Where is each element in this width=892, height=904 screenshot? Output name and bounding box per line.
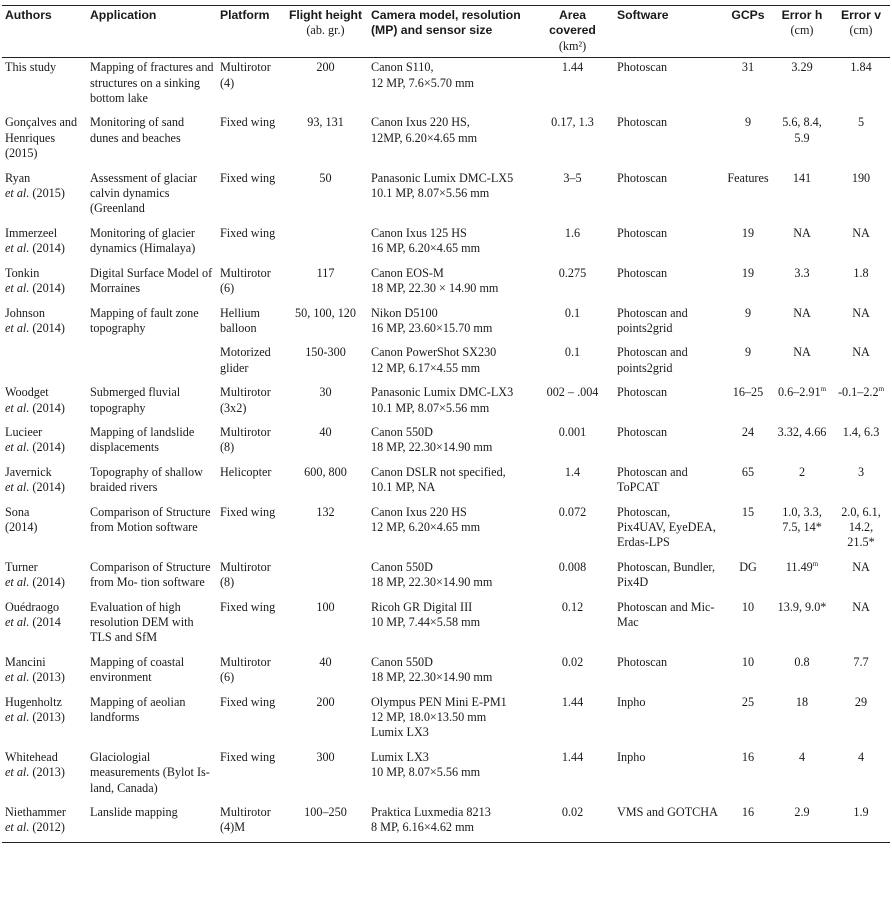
author-name: Whitehead: [5, 749, 58, 764]
cell-area: 1.6: [564, 225, 581, 240]
cell-camera: Canon Ixus 220 HS 12 MP, 6.20×4.65 mm: [371, 504, 481, 534]
author-name: Ryan: [5, 170, 31, 185]
col-camera: Camera model, resolution (MP) and sensor size: [368, 6, 531, 58]
cell-authors: [2, 299, 87, 339]
cell-area: 002 – .004: [546, 385, 599, 400]
cell-application: Comparison of Structure from Mo- tion software: [90, 559, 211, 590]
cell-error-v: NA: [852, 345, 870, 360]
cell-application: Topography of shallow braided rivers: [90, 464, 203, 495]
cell-authors: [2, 688, 87, 743]
cell-authors: [2, 219, 87, 259]
cell-flight-height: 117: [316, 265, 335, 280]
cell-area: 0.02: [531, 798, 614, 842]
cell-authors: [2, 378, 87, 418]
author-year: et al. (2014): [5, 320, 65, 335]
col-area: Area covered (km²): [531, 6, 614, 58]
cell-error-h: 11.49$^m$: [785, 559, 819, 574]
table-row: [2, 688, 890, 743]
author-year: et al. (2014): [5, 480, 65, 495]
author-name: Woodget: [5, 385, 49, 400]
col-platform: Platform: [217, 6, 283, 58]
cell-error-v: 1.9: [832, 798, 890, 842]
author-year: et al. (2015): [5, 186, 65, 201]
cell-error-h: 4: [798, 749, 806, 764]
cell-authors: [2, 458, 87, 498]
cell-flight-height: 600, 800: [304, 464, 347, 479]
author-name: Niethammer: [5, 805, 66, 820]
cell-error-h: 13.9, 9.0*: [777, 599, 827, 614]
cell-error-h: 141: [792, 170, 812, 185]
table-row: [2, 648, 890, 688]
cell-camera: Lumix LX3 10 MP, 8.07×5.56 mm: [371, 749, 481, 780]
cell-flight-height: 93, 131: [307, 115, 344, 130]
cell-application: Comparison of Structure from Motion software: [90, 504, 211, 534]
cell-application: Mapping of fractures and structures on a sinking bottom lake: [90, 60, 214, 106]
cell-authors: [2, 743, 87, 798]
cell-camera: Ricoh GR Digital III 10 MP, 7.44×5.58 mm: [371, 599, 481, 629]
cell-flight-height: 30: [319, 385, 332, 400]
cell-area: 0.008: [558, 559, 587, 574]
cell-flight-height: 132: [316, 504, 335, 519]
author-name: Mancini: [5, 654, 46, 669]
cell-area: 0.02: [561, 654, 584, 669]
cell-flight-height: 150-300: [305, 345, 346, 360]
cell-software: Inpho: [617, 694, 646, 709]
cell-gcps: 9: [744, 115, 752, 130]
cell-software: Photoscan, Pix4UAV, EyeDEA, Erdas-LPS: [617, 504, 716, 550]
col-authors: Authors: [2, 6, 87, 58]
cell-software: Photoscan: [617, 115, 668, 130]
superscript: m: [820, 385, 827, 394]
cell-platform: Fixed wing: [220, 504, 276, 519]
author-year: et al. (2014): [5, 281, 65, 296]
cell-camera: Nikon D5100 16 MP, 23.60×15.70 mm: [371, 305, 493, 335]
author-name: Lucieer: [5, 424, 43, 439]
table-row: [2, 743, 890, 798]
cell-area: 0.072: [558, 504, 587, 519]
cell-gcps: 9: [744, 305, 752, 320]
cell-authors: [2, 58, 87, 109]
cell-flight-height: 50: [319, 170, 332, 185]
cell-area: 0.12: [561, 599, 584, 614]
cell-gcps: 25: [741, 694, 755, 709]
cell-area: 0.275: [558, 265, 587, 280]
cell-platform: Fixed wing: [220, 170, 276, 185]
table-body: [2, 58, 890, 843]
author-year: et al. (2013): [5, 765, 65, 780]
cell-camera: Canon Ixus 125 HS 16 MP, 6.20×4.65 mm: [371, 225, 481, 256]
cell-error-v: 1.84: [850, 60, 872, 75]
cell-area: 0.001: [558, 424, 587, 439]
cell-application: [87, 338, 217, 378]
cell-software: Photoscan: [617, 385, 668, 400]
cell-camera: Canon DSLR not specified, 10.1 MP, NA: [371, 464, 506, 495]
cell-gcps: 65: [741, 464, 755, 479]
cell-application: Digital Surface Model of Morraines: [90, 265, 213, 296]
cell-error-h: 3.29: [791, 60, 813, 75]
cell-camera: Canon 550D 18 MP, 22.30×14.90 mm: [371, 559, 493, 590]
cell-camera: Canon 550D 18 MP, 22.30×14.90 mm: [371, 424, 493, 455]
cell-error-h: NA: [793, 305, 811, 320]
cell-error-v: -0.1–2.2$^m$: [837, 385, 885, 400]
cell-software: VMS and GOTCHA: [614, 798, 724, 842]
table-row: [2, 164, 890, 219]
cell-gcps: 10: [741, 654, 755, 669]
cell-application: Glaciologial measurements (Bylot Is- land, Canada): [90, 749, 210, 795]
cell-authors: [2, 259, 87, 299]
author-name: This study: [5, 60, 57, 75]
author-name: Ouédraogo: [5, 599, 60, 614]
cell-gcps: 16: [724, 798, 772, 842]
cell-platform: Multirotor (8): [220, 559, 271, 590]
cell-area: 1.44: [561, 694, 584, 709]
author-name: Gonçalves and Henriques (2015): [5, 115, 78, 161]
cell-software: Photoscan: [617, 60, 668, 75]
cell-authors: [2, 108, 87, 163]
cell-platform: Multirotor (6): [220, 654, 271, 685]
author-name: Turner: [5, 559, 38, 574]
cell-platform: Fixed wing: [220, 749, 276, 764]
table-row: [2, 299, 890, 339]
cell-area: 3–5: [563, 170, 582, 185]
cell-gcps: 9: [744, 345, 752, 360]
author-year: et al. (2012): [5, 820, 65, 835]
cell-flight-height: 100–250: [283, 798, 368, 842]
author-year: (2014): [5, 519, 38, 534]
cell-camera: Panasonic Lumix DMC-LX5 10.1 MP, 8.07×5.56 mm: [371, 170, 514, 201]
cell-flight-height: 200: [316, 694, 335, 709]
cell-platform: Multirotor (3x2): [220, 385, 271, 415]
cell-application: Assessment of glaciar calvin dynamics (Greenland: [90, 170, 197, 216]
cell-software: Photoscan: [617, 424, 668, 439]
cell-application: Monitoring of sand dunes and beaches: [90, 115, 185, 145]
cell-error-v: 2.0, 6.1, 14.2, 21.5*: [841, 504, 881, 550]
cell-software: Photoscan: [617, 225, 668, 240]
col-flight-height: Flight height (ab. gr.): [283, 6, 368, 58]
cell-software: Photoscan and points2grid: [617, 345, 688, 375]
cell-application: Mapping of coastal environment: [90, 654, 185, 685]
cell-software: Photoscan: [617, 265, 668, 280]
author-name: Sona: [5, 504, 30, 519]
cell-camera: Olympus PEN Mini E-PM1 12 MP, 18.0×13.50 mm Lumix LX3: [371, 694, 507, 740]
cell-platform: Multirotor (6): [220, 265, 271, 296]
author-name: Johnson: [5, 305, 45, 320]
cell-platform: Motorized glider: [220, 345, 271, 375]
cell-area: 1.4: [564, 464, 581, 479]
cell-software: Photoscan and ToPCAT: [617, 464, 688, 495]
cell-error-h: 1.0, 3.3, 7.5, 14*: [782, 504, 822, 534]
author-name: Immerzeel: [5, 225, 58, 240]
col-error-v: Error v (cm): [832, 6, 890, 58]
table-row: [2, 259, 890, 299]
cell-platform: Multirotor (4): [220, 60, 271, 90]
cell-software: Photoscan, Bundler, Pix4D: [617, 559, 716, 590]
cell-error-h: 3.32, 4.66: [777, 424, 827, 439]
cell-camera: Canon S110, 12 MP, 7.6×5.70 mm: [371, 60, 475, 90]
cell-camera: Praktica Luxmedia 8213 8 MP, 6.16×4.62 mm: [368, 798, 531, 842]
cell-camera: Canon Ixus 220 HS, 12MP, 6.20×4.65 mm: [371, 115, 478, 145]
cell-area: 1.44: [561, 60, 584, 75]
author-name: Tonkin: [5, 265, 40, 280]
cell-area: 1.44: [561, 749, 584, 764]
cell-flight-height: 200: [316, 60, 335, 75]
cell-error-h: 0.8: [794, 654, 810, 669]
col-software: Software: [614, 6, 724, 58]
cell-application: Monitoring of glacier dynamics (Himalaya): [90, 225, 196, 256]
cell-error-v: 4: [857, 749, 865, 764]
cell-error-v: 5: [857, 115, 865, 130]
cell-camera: Panasonic Lumix DMC-LX3 10.1 MP, 8.07×5.56 mm: [371, 385, 514, 415]
cell-platform: Fixed wing: [220, 115, 276, 130]
cell-area: 0.17, 1.3: [551, 115, 594, 130]
cell-gcps: Features: [727, 170, 769, 185]
cell-gcps: 16: [741, 749, 755, 764]
cell-authors: [2, 418, 87, 458]
table-row: [2, 553, 890, 593]
cell-authors: [2, 553, 87, 593]
cell-flight-height: 100: [316, 599, 335, 614]
cell-platform: Multirotor (8): [220, 424, 271, 455]
cell-camera: Canon PowerShot SX230 12 MP, 6.17×4.55 mm: [371, 345, 497, 375]
cell-software: Photoscan: [617, 170, 668, 185]
author-year: et al. (2014): [5, 241, 65, 256]
cell-error-h: 3.3: [794, 265, 810, 280]
cell-error-h: NA: [793, 345, 811, 360]
cell-camera: Canon 550D 18 MP, 22.30×14.90 mm: [371, 654, 493, 685]
table-row: [2, 58, 890, 109]
cell-error-v: NA: [852, 599, 870, 614]
cell-software: Inpho: [617, 749, 646, 764]
cell-camera: Canon EOS-M 18 MP, 22.30 × 14.90 mm: [371, 265, 499, 296]
cell-error-h: 2.9: [772, 798, 832, 842]
cell-application: Mapping of aeolian landforms: [90, 694, 186, 725]
table-row: [2, 378, 890, 418]
cell-gcps: 19: [741, 265, 755, 280]
cell-gcps: 16–25: [732, 385, 764, 400]
cell-error-h: 0.6–2.91$^m$: [777, 385, 827, 400]
cell-flight-height: [283, 219, 368, 259]
cell-application: Mapping of landslide displacements: [90, 424, 195, 455]
cell-flight-height: 40: [319, 654, 332, 669]
cell-authors: [2, 338, 87, 378]
cell-authors: [2, 164, 87, 219]
cell-platform: Fixed wing: [220, 694, 276, 709]
cell-application: Submerged fluvial topography: [90, 385, 181, 415]
header-row: [2, 6, 890, 58]
cell-error-h: 5.6, 8.4, 5.9: [782, 115, 822, 145]
author-year: et al. (2014): [5, 400, 65, 415]
author-year: et al. (2013): [5, 710, 65, 725]
author-year: et al. (2014: [5, 615, 61, 629]
cell-gcps: 19: [741, 225, 755, 240]
table-row: [2, 219, 890, 259]
cell-error-v: 1.4, 6.3: [842, 424, 880, 439]
cell-authors: [2, 648, 87, 688]
author-name: Javernick: [5, 464, 52, 479]
cell-gcps: 31: [741, 60, 755, 75]
cell-software: Photoscan: [617, 654, 668, 669]
table-row: [2, 108, 890, 163]
cell-error-v: 7.7: [853, 654, 869, 669]
col-error-h: Error h (cm): [772, 6, 832, 58]
cell-application: Evaluation of high resolution DEM with TLS and SfM: [90, 599, 194, 645]
author-year: et al. (2014): [5, 575, 65, 590]
cell-area: 0.1: [564, 305, 581, 320]
cell-platform: Fixed wing: [220, 225, 276, 240]
cell-gcps: DG: [739, 559, 757, 574]
cell-flight-height: [283, 553, 368, 593]
table-row: [2, 593, 890, 648]
cell-gcps: 10: [741, 599, 755, 614]
table-row: [2, 498, 890, 553]
cell-application: Mapping of fault zone topography: [90, 305, 199, 335]
cell-authors: [2, 593, 87, 648]
superscript: m: [878, 385, 885, 394]
author-year: et al. (2014): [5, 440, 65, 455]
cell-error-h: 18: [795, 694, 809, 709]
cell-flight-height: 50, 100, 120: [295, 305, 356, 320]
cell-platform: Helicopter: [220, 464, 272, 479]
cell-error-v: 190: [851, 170, 871, 185]
cell-flight-height: 300: [316, 749, 335, 764]
cell-gcps: 15: [741, 504, 755, 519]
author-year: et al. (2013): [5, 670, 65, 685]
cell-error-h: NA: [793, 225, 811, 240]
cell-platform: Hellium balloon: [220, 305, 260, 335]
cell-authors: [2, 798, 87, 842]
cell-platform: Multirotor (4)M: [217, 798, 283, 842]
cell-platform: Fixed wing: [220, 599, 276, 614]
table-row: [2, 338, 890, 378]
cell-area: 0.1: [564, 345, 581, 360]
cell-gcps: 24: [741, 424, 755, 439]
cell-error-v: 1.8: [853, 265, 869, 280]
cell-application: Lanslide mapping: [87, 798, 217, 842]
superscript: m: [812, 559, 819, 568]
author-name: Hugenholtz: [5, 694, 62, 709]
cell-error-h: 2: [798, 464, 806, 479]
table-row: [2, 418, 890, 458]
comparison-table: [2, 5, 890, 843]
cell-authors: [2, 498, 87, 553]
cell-software: Photoscan and Mic- Mac: [617, 599, 715, 629]
cell-error-v: 29: [854, 694, 868, 709]
cell-flight-height: 40: [319, 424, 332, 439]
table-row: [2, 458, 890, 498]
cell-error-v: NA: [852, 559, 870, 574]
cell-error-v: NA: [852, 225, 870, 240]
col-gcps: GCPs: [724, 6, 772, 58]
cell-error-v: 3: [857, 464, 865, 479]
table-row: [2, 798, 890, 842]
cell-software: Photoscan and points2grid: [617, 305, 688, 335]
cell-error-v: NA: [852, 305, 870, 320]
col-application: Application: [87, 6, 217, 58]
